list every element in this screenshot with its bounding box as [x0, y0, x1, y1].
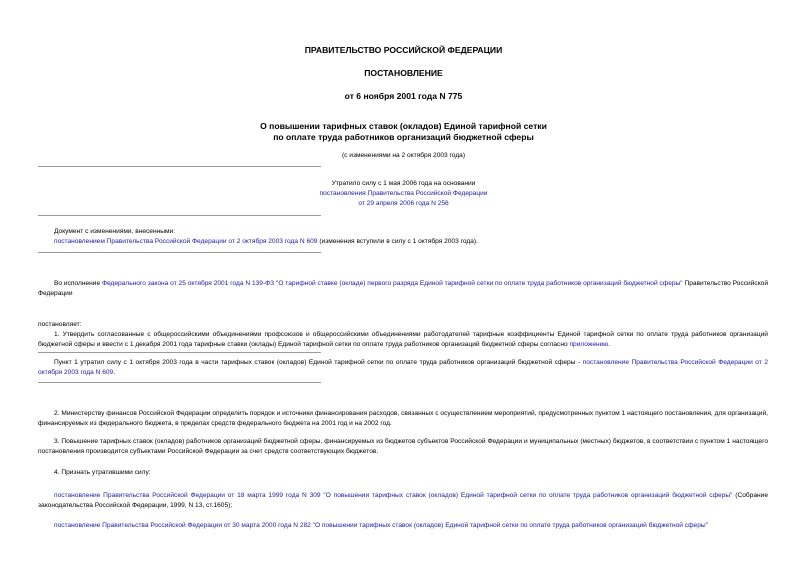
item-1-paragraph	[38, 330, 768, 349]
changes-paragraph	[54, 237, 768, 247]
item-1-note-tail: .	[113, 368, 116, 376]
repealed-decree-1-link[interactable]: постановление Правительства Российской Федерации от 18 марта 1999 года N 309 "О повышении тарифных ставок (окладов) Единой тарифной сетки по оплате труда работников организаций бюджетной сферы"	[54, 492, 733, 499]
date-number-heading: от 6 ноября 2001 года N 775	[344, 91, 463, 101]
repeal-status-link-2[interactable]: от 29 апреля 2006 года N 256	[358, 200, 449, 207]
item-1-text: 1. Утвердить согласованные с общероссийскими объединениями профсоюзов и общероссийскими объединениями работодателей тарифные коэффициенты Единой тарифной сетки по оплате труда работников организаций бюджетной сферы и ввести с 1 декабря 2001 года тарифные ставки (оклады) Единой тарифной сетки по оплате труда работников организаций бюджетной сферы согласно	[38, 331, 768, 348]
repealed-decree-2-link[interactable]: постановление Правительства Российской Федерации от 30 марта 2000 года N 282 "О повышении тарифных ставок (окладов) Единой тарифной сетки по оплате труда работников организаций бюджетной сферы"	[54, 522, 708, 529]
preamble-paragraph	[38, 279, 768, 298]
changes-link[interactable]: постановлением Правительства Российской Федерации от 2 октября 2003 года N 609	[54, 238, 318, 245]
item-1-tail: .	[608, 340, 611, 348]
repeal-status-link-1[interactable]: постановления Правительства Российской Федерации	[319, 190, 488, 197]
preamble-lead: Во исполнение	[54, 280, 102, 287]
item-2-paragraph: 2. Министерству финансов Российской Федерации определить порядок и источники финансирования расходов, связанных с осуществлением мероприятий, предусмотренных пунктом 1 настоящего постановления, для организаций, финансируемых из федерального бюджета, в пределах средств федерального бюджета на 2001 год и на 2002 год.	[38, 410, 768, 427]
authority-heading: ПРАВИТЕЛЬСТВО РОССИЙСКОЙ ФЕДЕРАЦИИ	[304, 45, 503, 55]
repealed-decree-1-paragraph	[38, 491, 768, 510]
divider	[38, 215, 321, 216]
divider	[38, 382, 321, 383]
title-line-2: по оплате труда работников организаций бюджетной сферы	[273, 132, 534, 142]
amendments-note: (с изменениями на 2 октября 2003 года)	[341, 152, 466, 159]
item-1-note-paragraph	[38, 358, 768, 377]
item-1-note-text: Пункт 1 утратил силу с 1 октября 2003 года в части тарифных ставок (окладов) Единой тарифной сетки по оплате труда работников организаций бюджетной сферы -	[54, 359, 583, 366]
amendment-decree-link[interactable]: постановление Правительства Российской Федерации от 2 октября 2003 года N 609	[38, 359, 768, 376]
item-3-paragraph: 3. Повышение тарифных ставок (окладов) работников организаций бюджетной сферы, финансируемых из бюджетов субъектов Российской Федерации и муниципальных (местных) бюджетов, в соответствии с пунктом 1 настоящего постановления производится субъектами Российской Федерации за счет средств соответствующих бюджетов.	[38, 438, 768, 455]
divider	[38, 252, 321, 253]
changes-tail: (изменения вступили в силу с 1 октября 2003 года).	[317, 238, 478, 245]
divider	[38, 166, 321, 167]
document-type-heading: ПОСТАНОВЛЕНИЕ	[364, 68, 443, 78]
preamble-tail: Правительство Российской Федерации	[38, 280, 769, 297]
federal-law-link[interactable]: Федерального закона от 25 октября 2001 года N 139-ФЗ "О тарифной ставке (окладе) первого разряда Единой тарифной сетки по оплате труда работников организаций бюджетной сферы"	[101, 280, 683, 287]
appendix-link[interactable]: приложению	[569, 340, 609, 348]
divider	[38, 352, 321, 353]
repeal-status-line-1: Утратило силу с 1 мая 2006 года на основании	[331, 180, 476, 187]
changes-label: Документ с изменениями, внесенными:	[54, 228, 176, 235]
item-4-paragraph: 4. Признать утратившими силу:	[54, 469, 151, 476]
repealed-decree-2-paragraph	[38, 521, 768, 531]
repealed-decree-1-tail: (Собрание законодательства Российской Федерации, 1999, N 13, ст.1605);	[38, 492, 768, 509]
decrees-text: постановляет:	[38, 321, 82, 328]
title-line-1: О повышении тарифных ставок (окладов) Единой тарифной сетки	[260, 121, 547, 131]
